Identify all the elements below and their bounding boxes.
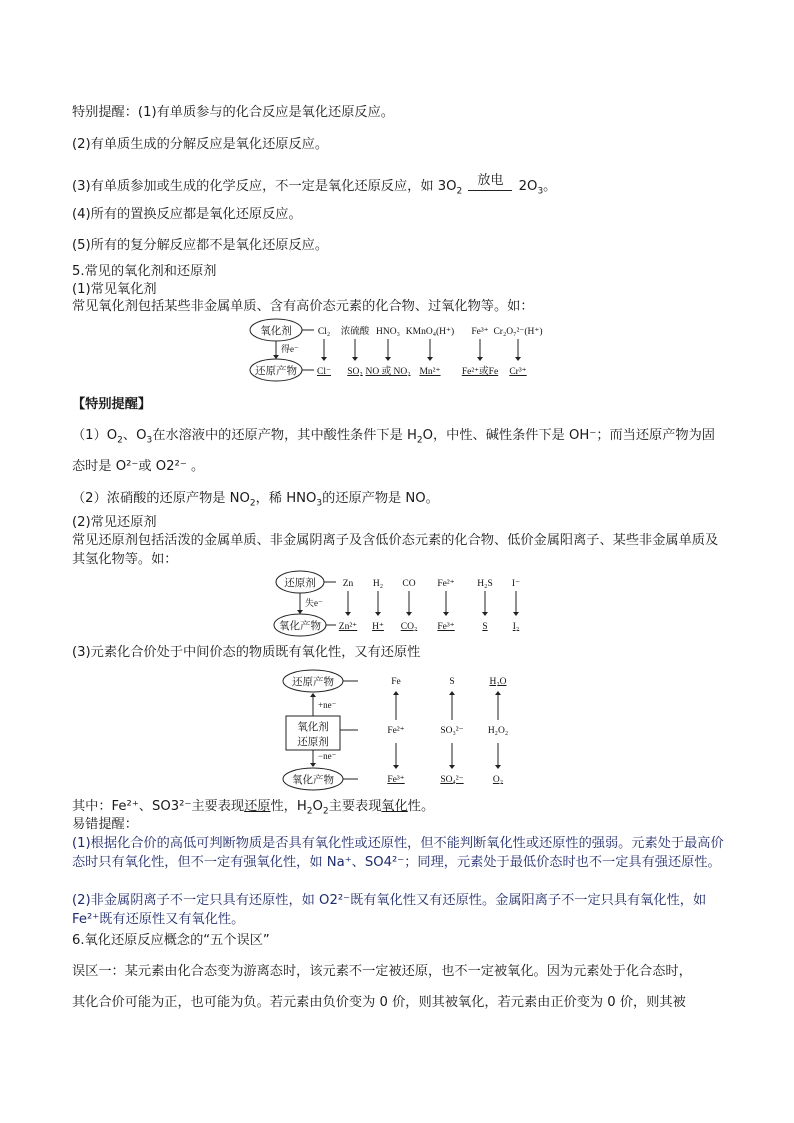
intermediate-species: Fe²⁺ — [387, 726, 405, 736]
reduction-product-species: Cr³⁺ — [509, 367, 527, 377]
reducer-species: I⁻ — [511, 579, 521, 589]
downward-arrow-head — [495, 765, 501, 769]
mistake-1-line-1: 误区一：某元素由化合态变为游离态时，该元素不一定被还原，也不一定被氧化。因为元素处于化合态时， — [72, 964, 692, 979]
minus-ne-label: −ne⁻ — [318, 751, 337, 761]
tip-line-4: (4)所有的置换反应都是氧化还原反应。 — [72, 207, 302, 222]
section-5-title: 5.常见的氧化剂和还原剂 — [72, 264, 217, 279]
reducer-label: 还原剂 — [284, 578, 316, 589]
reduced-species: H₂O — [489, 677, 507, 687]
intermediate-species-columns — [387, 677, 508, 785]
oxidizer-species: 浓硫酸 — [340, 327, 370, 337]
reduced-species: S — [449, 677, 455, 687]
oxidation-product-species: Fe³⁺ — [437, 622, 455, 632]
reducer-arrow-head — [375, 612, 381, 616]
oxidizer-diagram — [248, 318, 558, 384]
error-point-2: (2)非金属阴离子不一定只具有还原性，如 O2²⁻既有氧化性又有还原性。金属阳离子不一定只具有氧化性，如 Fe²⁺既有还原性又有氧化性。 — [72, 893, 707, 927]
reduction-product-species-row — [317, 365, 527, 377]
reducer-arrow-head — [406, 612, 412, 616]
reducer-arrow-head — [443, 612, 449, 616]
oxidation-product-species: H⁺ — [372, 622, 384, 632]
oxidizer-species: KMnO₄(H⁺) — [405, 327, 455, 337]
reducer-diagram — [272, 570, 532, 638]
upward-arrow-head — [495, 691, 501, 695]
equation-bar — [468, 190, 512, 191]
oxidizer-species: Cl₂ — [317, 327, 331, 337]
section-6-title: 6.氧化还原反应概念的“五个误区” — [72, 933, 270, 948]
reducer-species: Fe²⁺ — [437, 579, 455, 589]
reduced-species: Fe — [391, 677, 401, 687]
oxidized-species: SO₄²⁻ — [440, 775, 464, 785]
tip-line-1: 特别提醒：(1)有单质参与的化合反应是氧化还原反应。 — [72, 105, 394, 120]
reducer-species: H₂S — [477, 579, 493, 589]
reducer-species: H₂ — [372, 579, 384, 589]
oxygen-tip-line-2: 态时是 O²⁻或 O2²⁻ 。 — [72, 459, 205, 474]
mistake-1-line-2: 其化合价可能为正，也可能为负。若元素由负价变为 0 价，则其被氧化，若元素由正价变为 0 价，则其被 — [72, 995, 686, 1010]
oxidation-product-label: 氧化产物 — [279, 621, 321, 632]
oxidation-product-species: CO₂ — [400, 622, 418, 632]
subsection-2-desc: 常见还原剂包括活泼的金属单质、非金属阴离子及含低价态元素的化合物、低价金属阳离子、某些非金属单质及其氢化物等。如： — [72, 533, 719, 567]
intermediate-valence-diagram — [282, 668, 532, 792]
lose-ne-arrow-head — [310, 763, 316, 767]
tip-line-3: (3)有单质参加或生成的化学反应，不一定是氧化还原反应，如 $3O_2$ 放电 $2O_3$。 — [72, 173, 557, 197]
reduction-product-species: SO₂ — [347, 367, 363, 377]
nitric-tip-line: （2）浓硝酸的还原产物是 $NO_2$，稀 $HNO_3$的还原产物是 NO。 — [72, 491, 439, 509]
reducing-underlined: 还原 — [244, 799, 271, 814]
oxidation-product-species-row — [339, 622, 519, 632]
gain-electron-label: 得e⁻ — [281, 344, 299, 354]
oxidized-species: Fe³⁺ — [387, 775, 405, 785]
oxidizer-species: HNO₃ — [376, 327, 400, 337]
reducer-arrow-head — [482, 612, 488, 616]
error-reminder-title: 易错提醒： — [72, 817, 138, 832]
oxidized-species: O₂ — [492, 775, 504, 785]
reducer-species: CO — [402, 579, 416, 589]
tip-line-2: (2)有单质生成的分解反应是氧化还原反应。 — [72, 137, 329, 152]
subsection-1-desc: 常见氧化剂包括某些非金属单质、含有高价态元素的化合物、过氧化物等。如： — [72, 299, 534, 314]
lose-arrow-head — [297, 610, 303, 614]
downward-arrow-head — [449, 765, 455, 769]
oxidation-product-species: S — [482, 622, 488, 632]
gain-ne-arrow-head — [310, 693, 316, 697]
reduction-product-species: Cl⁻ — [317, 367, 331, 377]
downward-arrow-head — [393, 765, 399, 769]
subsection-1-title: (1)常见氧化剂 — [72, 282, 157, 297]
box-reducer-label: 还原剂 — [297, 737, 329, 748]
oxidizer-species: Fe³⁺ — [471, 327, 489, 337]
reducer-arrow-head — [513, 612, 519, 616]
oxidation-product-species: I₂ — [512, 622, 520, 632]
gain-arrow-head — [273, 355, 279, 359]
reducer-arrow-head — [345, 612, 351, 616]
oxidizer-arrow-head — [385, 357, 391, 361]
oxidizer-arrow-head — [352, 357, 358, 361]
plus-ne-label: +ne⁻ — [318, 700, 337, 710]
reduction-product-label: 还原产物 — [255, 366, 297, 377]
oxidizer-arrow-head — [477, 357, 483, 361]
oxidizer-species-row — [318, 325, 543, 361]
reduction-product-label-3: 还原产物 — [292, 677, 334, 688]
oxidizer-arrow-head — [427, 357, 433, 361]
intermediate-species: SO₃²⁻ — [440, 726, 464, 736]
oxidation-product-species: Zn²⁺ — [338, 622, 358, 632]
error-point-1: (1)根据化合价的高低可判断物质是否具有氧化性或还原性，但不能判断氧化性或还原性的强弱。元素处于最高价态时只有氧化性，但不一定有强氧化性，如 Na⁺、SO4²⁻；同理，元素处于最低价态时也不一定具有强还原性。 — [72, 836, 724, 870]
reducer-species-row — [343, 579, 520, 616]
reduction-product-species: Mn²⁺ — [419, 367, 441, 377]
intermediate-species: H₂O₂ — [487, 726, 509, 736]
subsection-2-title: (2)常见还原剂 — [72, 515, 157, 530]
oxidizing-underlined: 氧化 — [381, 799, 408, 814]
reduction-product-species: NO 或 NO₂ — [365, 367, 411, 377]
box-oxidizer-label: 氧化剂 — [297, 722, 329, 733]
main-behaviour-line: 其中：Fe²⁺、SO3²⁻主要表现还原性，$H_2O_2$主要表现氧化性。 — [72, 799, 435, 817]
oxidation-product-label-3: 氧化产物 — [292, 775, 334, 786]
tip-line-5: (5)所有的复分解反应都不是氧化还原反应。 — [72, 238, 329, 253]
subsection-3-title: (3)元素化合价处于中间价态的物质既有氧化性，又有还原性 — [72, 645, 421, 660]
oxidizer-arrow-head — [515, 357, 521, 361]
upward-arrow-head — [449, 691, 455, 695]
oxidizer-label: 氧化剂 — [260, 326, 292, 337]
reduction-product-species: Fe²⁺或Fe — [461, 367, 499, 377]
upward-arrow-head — [393, 691, 399, 695]
special-reminder-heading: 【特别提醒】 — [72, 397, 152, 412]
lose-electron-label: 失e⁻ — [305, 598, 323, 608]
oxidizer-species: Cr₂O₇²⁻(H⁺) — [493, 327, 543, 337]
oxidizer-arrow-head — [321, 357, 327, 361]
discharge-condition: 放电 — [468, 172, 512, 190]
tip-line-3-text: (3)有单质参加或生成的化学反应，不一定是氧化还原反应，如 3O — [72, 179, 457, 194]
oxygen-tip-line-1: $(1)O_2$、$O_3$在水溶液中的还原产物，其中酸性条件下是 $H_2O$，中性、碱性条件下是 OH⁻；而当还原产物为固 — [72, 428, 715, 446]
reducer-species: Zn — [342, 579, 354, 589]
